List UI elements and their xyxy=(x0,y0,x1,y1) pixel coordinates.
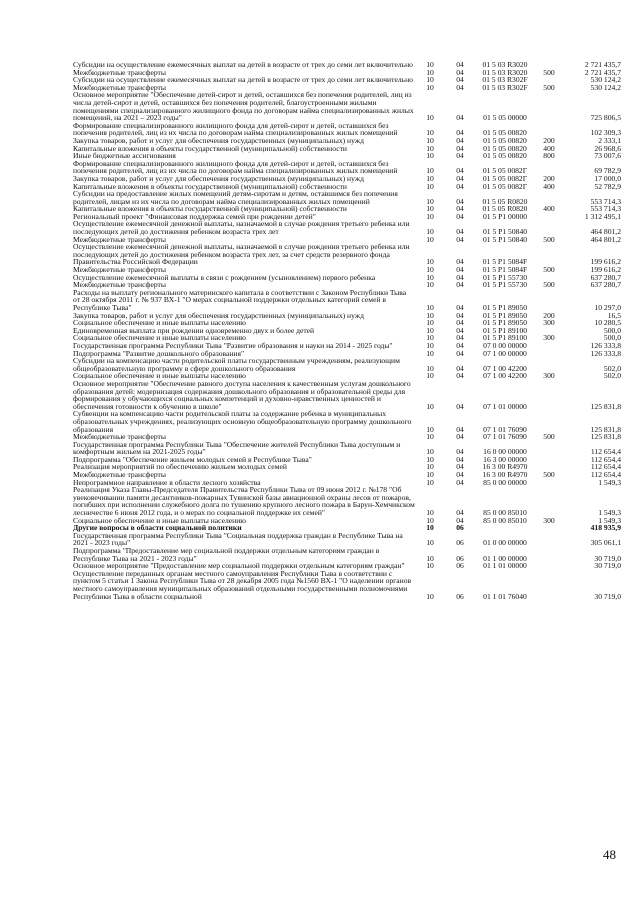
row-name: Межбюджетные трансферты xyxy=(73,432,166,442)
row-section: 10 xyxy=(426,60,434,69)
table-row xyxy=(73,532,621,547)
row-subsection: 04 xyxy=(456,82,464,92)
row-expense-type: 500 xyxy=(543,280,555,290)
row-section: 10 xyxy=(426,340,434,350)
row-subsection: 04 xyxy=(456,128,464,138)
row-amount: 725 806,5 xyxy=(590,113,621,123)
row-subsection: 06 xyxy=(456,553,464,563)
row-name: Реализация мероприятий по обеспечению жильем молодых семей xyxy=(73,462,287,472)
row-section: 10 xyxy=(426,553,434,563)
row-section: 10 xyxy=(426,135,434,145)
row-target-article: 85 0 00 85010 xyxy=(483,508,527,518)
row-name: Государственная программа Республики Тыва "Социальная поддержка граждан в Республике Тыва на 2021 - 2023 годы" xyxy=(73,530,403,548)
row-subsection: 04 xyxy=(456,462,464,472)
row-subsection: 04 xyxy=(456,371,464,381)
row-amount: 637 280,7 xyxy=(590,280,621,290)
row-subsection: 04 xyxy=(456,447,464,457)
row-subsection: 04 xyxy=(456,265,464,275)
row-amount: 530 124,2 xyxy=(590,75,621,85)
row-section: 10 xyxy=(426,348,434,358)
row-section: 10 xyxy=(426,280,434,290)
row-subsection: 06 xyxy=(456,591,464,601)
row-target-article: 01 5 05 R0820 xyxy=(482,204,528,214)
row-amount: 112 654,4 xyxy=(590,454,621,464)
row-amount: 30 719,0 xyxy=(594,591,621,601)
row-subsection: 04 xyxy=(456,181,464,191)
row-subsection: 04 xyxy=(456,401,464,411)
row-expense-type: 500 xyxy=(543,470,555,480)
row-target-article: 85 0 00 85010 xyxy=(483,515,527,525)
row-amount: 125 831,8 xyxy=(590,432,621,442)
row-name: Социальное обеспечение и иные выплаты населению xyxy=(73,318,246,328)
row-name: Межбюджетные трансферты xyxy=(73,265,166,275)
row-amount: 1 549,3 xyxy=(598,515,621,525)
row-subsection: 04 xyxy=(456,234,464,244)
row-name: Непрограммное направление в области лесного хозяйства xyxy=(73,477,261,487)
row-section: 10 xyxy=(426,113,434,123)
row-amount: 637 280,7 xyxy=(590,272,621,282)
row-amount: 126 333,8 xyxy=(590,348,621,358)
row-subsection: 04 xyxy=(456,60,464,69)
row-target-article: 01 5 P1 89050 xyxy=(482,310,528,320)
row-amount: 502,0 xyxy=(603,363,621,373)
row-expense-type: 200 xyxy=(543,135,555,145)
row-name: Капитальные вложения в объекты государственной (муниципальной) собственности xyxy=(73,143,347,153)
row-target-article: 01 5 05 0082Г xyxy=(482,181,528,191)
row-section: 10 xyxy=(426,310,434,320)
row-name: Основное мероприятие "Обеспечение равного доступа населения к качественным услугам дошкольного образования детей: модернизация содержания дошкольного образования и образовательной среды для формирования у обучающихся социальных компетенций и духовно-нравственных ценностей и обеспечения готовности к обучению в школе" xyxy=(73,378,411,411)
row-target-article: 01 5 P1 5084F xyxy=(482,257,528,267)
row-section: 10 xyxy=(426,151,434,161)
row-subsection: 04 xyxy=(456,204,464,214)
row-amount: 16,5 xyxy=(607,310,621,320)
row-section: 10 xyxy=(426,454,434,464)
row-subsection: 04 xyxy=(456,135,464,145)
row-target-article: 01 5 P1 89050 xyxy=(482,318,528,328)
row-target-article: 01 5 05 00820 xyxy=(483,151,527,161)
row-subsection: 04 xyxy=(456,272,464,282)
table-row xyxy=(73,160,621,175)
row-amount: 500,0 xyxy=(603,325,621,335)
table-row xyxy=(73,243,621,266)
row-section: 10 xyxy=(426,523,434,533)
row-subsection: 04 xyxy=(456,432,464,442)
row-target-article: 01 5 05 00820 xyxy=(483,128,527,138)
row-subsection: 04 xyxy=(456,303,464,312)
row-expense-type: 200 xyxy=(543,310,555,320)
row-amount: 112 654,4 xyxy=(590,462,621,472)
row-section: 10 xyxy=(426,234,434,244)
row-subsection: 06 xyxy=(456,538,464,548)
row-expense-type: 500 xyxy=(543,265,555,275)
row-subsection: 04 xyxy=(456,477,464,487)
row-amount: 530 124,2 xyxy=(590,82,621,92)
row-section: 10 xyxy=(426,303,434,312)
row-section: 10 xyxy=(426,477,434,487)
row-name: Субсидии на предоставление жилых помещений детям-сиротам и детям, оставшимся без попечения родителей, лицам из их числа по договорам найма специализированных жилых помещений xyxy=(73,189,398,206)
row-amount: 464 801,2 xyxy=(590,227,621,237)
row-expense-type: 200 xyxy=(543,173,555,183)
table-row xyxy=(73,220,621,235)
row-subsection: 04 xyxy=(456,173,464,183)
row-name: Капитальные вложения в объекты государственной (муниципальной) собственности xyxy=(73,181,347,191)
row-target-article: 01 5 P1 55730 xyxy=(482,280,528,290)
row-target-article: 01 1 01 76040 xyxy=(483,591,527,601)
row-name: Межбюджетные трансферты xyxy=(73,67,166,77)
row-section: 10 xyxy=(426,515,434,525)
row-subsection: 04 xyxy=(456,257,464,267)
row-target-article: 16 3 00 R4970 xyxy=(482,470,528,480)
row-section: 10 xyxy=(426,591,434,601)
row-name: Формирование специализированного жилищного фонда для детей-сирот и детей, оставшихся без попечения родителей, лиц из их числа по договорам найма специализированных жилых помещений xyxy=(73,120,398,138)
row-amount: 199 616,2 xyxy=(590,257,621,267)
row-name: Формирование специализированного жилищного фонда для детей-сирот и детей, оставшихся без попечения родителей, лиц из их числа по договорам найма специализированных жилых помещений xyxy=(73,158,398,176)
row-amount: 199 616,2 xyxy=(590,265,621,275)
row-target-article: 07 1 00 00000 xyxy=(483,348,527,358)
row-amount: 30 719,0 xyxy=(594,561,621,571)
row-name: Расходы на выплату регионального материнского капитала в соответствии с Законом Республики Тыва от 28 октября 2011 г. № 937 ВХ-1 "О мерах социальной поддержки отдельных категорий семей в Республике Тыва" xyxy=(73,287,407,312)
row-amount: 126 333,8 xyxy=(590,340,621,350)
row-subsection: 04 xyxy=(456,454,464,464)
row-target-article: 07 1 01 76090 xyxy=(483,432,527,442)
row-target-article: 01 5 03 R302F xyxy=(482,82,528,92)
row-name: Подпрограмма "Обеспечение жильем молодых семей в Республике Тыва" xyxy=(73,454,312,464)
row-name: Субвенции на компенсацию части родительской платы за содержание ребенка в муниципальных образовательных учреждениях, реализующих основную общеобразовательную программу дошкольного образования xyxy=(73,409,412,434)
row-section: 10 xyxy=(426,67,434,77)
row-name: Осуществление переданных органам местного самоуправления Республики Тыва в соответствии с пунктом 5 статьи 1 Закона Республики Тыва от 28 декабря 2005 года №1560 ВХ-1 "О наделении органов местного самоуправления муниципальных образований отдельными государственными полномочиями Республики Тыва в области социальной xyxy=(73,568,412,601)
row-name: Социальное обеспечение и иные выплаты населению xyxy=(73,515,246,525)
row-expense-type: 500 xyxy=(543,234,555,244)
row-subsection: 04 xyxy=(456,67,464,77)
row-subsection: 04 xyxy=(456,196,464,206)
row-subsection: 04 xyxy=(456,211,464,221)
row-target-article: 01 5 05 0082Г xyxy=(482,166,528,176)
row-name: Основное мероприятие "Обеспечение детей-сирот и детей, оставшихся без попечения родителей, лиц из числа детей-сирот и детей, оставшихся без попечения родителей, благоустроенными жилыми помещениями специализированного жилищного фонда по договорам найма специализированных жилых помещений, на 2021 – 2023 годы" xyxy=(73,90,414,123)
row-expense-type: 300 xyxy=(543,333,555,343)
row-section: 10 xyxy=(426,128,434,138)
table-row xyxy=(73,122,621,137)
row-subsection: 06 xyxy=(456,523,464,533)
row-name: Региональный проект "Финансовая поддержка семей при рождении детей" xyxy=(73,211,316,221)
row-subsection: 04 xyxy=(456,166,464,176)
row-amount: 553 714,3 xyxy=(590,196,621,206)
row-subsection: 04 xyxy=(456,310,464,320)
row-name: Подпрограмма "Развитие дошкольного образования" xyxy=(73,348,245,358)
row-expense-type: 800 xyxy=(543,151,555,161)
row-amount: 10 280,5 xyxy=(594,318,621,328)
row-section: 10 xyxy=(426,75,434,85)
row-name: Осуществление ежемесячной денежной выплаты, назначаемой в случае рождения третьего ребенка или последующих детей до достижения ребенком возраста трех лет, за счет средств резервного фонда Правительства Российской Федерации xyxy=(73,242,410,267)
row-name: Субсидии на осуществление ежемесячных выплат на детей в возрасте от трех до семи лет включительно xyxy=(73,75,413,85)
row-subsection: 04 xyxy=(456,363,464,373)
row-target-article: 01 5 05 00820 xyxy=(483,135,527,145)
row-name: Социальное обеспечение и иные выплаты населению xyxy=(73,333,246,343)
row-expense-type: 500 xyxy=(543,67,555,77)
row-section: 10 xyxy=(426,333,434,343)
row-section: 10 xyxy=(426,401,434,411)
row-section: 10 xyxy=(426,181,434,191)
row-amount: 553 714,3 xyxy=(590,204,621,214)
row-target-article: 01 5 05 R0820 xyxy=(482,196,528,206)
row-name: Межбюджетные трансферты xyxy=(73,280,166,290)
row-subsection: 04 xyxy=(456,143,464,153)
row-target-article: 01 5 03 R3020 xyxy=(482,60,528,69)
row-name: Закупка товаров, работ и услуг для обеспечения государственных (муниципальных) нужд xyxy=(73,135,364,145)
row-target-article: 01 5 P1 89100 xyxy=(482,333,528,343)
table-row xyxy=(73,570,621,600)
row-subsection: 06 xyxy=(456,561,464,571)
row-amount: 112 654,4 xyxy=(590,447,621,457)
table-row xyxy=(73,547,621,562)
row-target-article: 01 5 P1 55730 xyxy=(482,272,528,282)
row-target-article: 01 5 03 R302F xyxy=(482,75,528,85)
row-section: 10 xyxy=(426,196,434,206)
row-target-article: 01 5 05 00820 xyxy=(483,143,527,153)
row-name: Государственная программа Республики Тыва "Обеспечение жителей Республики Тыва доступным и комфортным жильем на 2021-2025 годы" xyxy=(73,439,401,457)
row-section: 10 xyxy=(426,371,434,381)
row-target-article: 07 1 00 42200 xyxy=(483,363,527,373)
row-amount: 1 549,3 xyxy=(598,477,621,487)
row-amount: 418 935,9 xyxy=(590,523,621,533)
row-amount: 305 061,1 xyxy=(590,538,621,548)
row-amount: 10 297,0 xyxy=(594,303,621,312)
row-target-article: 01 5 P1 5084F xyxy=(482,265,528,275)
row-section: 10 xyxy=(426,257,434,267)
row-subsection: 04 xyxy=(456,151,464,161)
row-section: 10 xyxy=(426,82,434,92)
row-target-article: 07 1 01 76090 xyxy=(483,424,527,434)
row-name: Осуществление ежемесячной выплаты в связи с рождением (усыновлением) первого ребенка xyxy=(73,272,376,282)
row-target-article: 16 0 00 00000 xyxy=(483,447,527,457)
row-section: 10 xyxy=(426,265,434,275)
row-section: 10 xyxy=(426,166,434,176)
row-target-article: 01 5 P1 50840 xyxy=(482,234,528,244)
row-name: Субсидии на компенсацию части родительской платы государственным учреждениям, реализующим общеобразовательную программу в сфере дошкольного образования xyxy=(73,356,400,373)
row-subsection: 04 xyxy=(456,515,464,525)
row-amount: 112 654,4 xyxy=(590,470,621,480)
row-section: 10 xyxy=(426,318,434,328)
row-name: Социальное обеспечение и иные выплаты населению xyxy=(73,371,246,381)
row-subsection: 04 xyxy=(456,470,464,480)
row-subsection: 04 xyxy=(456,424,464,434)
row-subsection: 04 xyxy=(456,227,464,237)
row-section: 10 xyxy=(426,363,434,373)
row-section: 10 xyxy=(426,143,434,153)
page-number: 48 xyxy=(603,847,616,862)
row-expense-type: 400 xyxy=(543,204,555,214)
row-subsection: 04 xyxy=(456,348,464,358)
row-target-article: 01 0 00 00000 xyxy=(483,538,527,548)
row-target-article: 07 1 01 00000 xyxy=(483,401,527,411)
row-target-article: 01 5 03 R3020 xyxy=(482,67,528,77)
row-target-article: 01 5 05 0082Г xyxy=(482,173,528,183)
row-name: Единовременная выплата при рождении одновременно двух и более детей xyxy=(73,325,315,335)
row-target-article: 01 5 P1 89100 xyxy=(482,325,528,335)
row-target-article: 01 5 P1 89050 xyxy=(482,303,528,312)
row-target-article: 01 5 P1 50840 xyxy=(482,227,528,237)
table-row xyxy=(73,441,621,456)
row-amount: 500,0 xyxy=(603,333,621,343)
row-expense-type: 300 xyxy=(543,515,555,525)
row-expense-type: 300 xyxy=(543,318,555,328)
row-name: Основное мероприятие "Предоставление мер социальной поддержки отдельным категориям граждан" xyxy=(73,561,405,571)
row-section: 10 xyxy=(426,227,434,237)
row-target-article: 07 0 00 00000 xyxy=(483,340,527,350)
table-row xyxy=(73,190,621,205)
row-amount: 464 801,2 xyxy=(590,234,621,244)
row-amount: 30 719,0 xyxy=(594,553,621,563)
row-name: Подпрограмма "Предоставление мер социальной поддержки отдельным категориям граждан в Республике Тыва на 2021 - 2023 годы" xyxy=(73,546,380,563)
row-subsection: 04 xyxy=(456,333,464,343)
row-section: 10 xyxy=(426,432,434,442)
row-target-article: 16 3 00 R4970 xyxy=(482,462,528,472)
row-subsection: 04 xyxy=(456,280,464,290)
table-row xyxy=(73,357,621,372)
row-section: 10 xyxy=(426,462,434,472)
row-section: 10 xyxy=(426,561,434,571)
row-name: Межбюджетные трансферты xyxy=(73,470,166,480)
row-subsection: 04 xyxy=(456,75,464,85)
table-row xyxy=(73,380,621,410)
row-amount: 2 721 435,7 xyxy=(584,60,621,69)
row-name: Субсидии на осуществление ежемесячных выплат на детей в возрасте от трех до семи лет включительно xyxy=(73,60,413,69)
row-target-article: 01 1 01 00000 xyxy=(483,561,527,571)
table-row xyxy=(73,486,621,516)
row-section: 10 xyxy=(426,470,434,480)
row-expense-type: 400 xyxy=(543,181,555,191)
row-amount: 73 007,6 xyxy=(594,151,621,161)
row-name: Межбюджетные трансферты xyxy=(73,82,166,92)
row-section: 10 xyxy=(426,173,434,183)
row-expense-type: 300 xyxy=(543,371,555,381)
row-amount: 17 000,0 xyxy=(594,173,621,183)
row-expense-type: 500 xyxy=(543,82,555,92)
row-target-article: 07 1 00 42200 xyxy=(483,371,527,381)
row-amount: 125 831,8 xyxy=(590,401,621,411)
table-row xyxy=(73,289,621,312)
row-name: Осуществление ежемесячной денежной выплаты, назначаемой в случае рождения третьего ребенка или последующих детей до достижения ребенком возраста трех лет xyxy=(73,219,410,237)
row-section: 10 xyxy=(426,272,434,282)
row-section: 10 xyxy=(426,508,434,518)
row-section: 10 xyxy=(426,325,434,335)
row-section: 10 xyxy=(426,211,434,221)
row-subsection: 04 xyxy=(456,318,464,328)
table-row xyxy=(73,91,621,121)
row-subsection: 04 xyxy=(456,340,464,350)
table-row xyxy=(73,410,621,433)
row-name: Государственная программа Республики Тыва "Развитие образования и науки на 2014 - 2025 годы" xyxy=(73,340,393,350)
row-section: 10 xyxy=(426,447,434,457)
row-target-article: 16 3 00 00000 xyxy=(483,454,527,464)
row-amount: 2 721 435,7 xyxy=(584,67,621,77)
row-amount: 502,0 xyxy=(603,371,621,381)
row-name: Капитальные вложения в объекты государственной (муниципальной) собственности xyxy=(73,204,347,214)
row-amount: 52 782,9 xyxy=(594,181,621,191)
row-name: Межбюджетные трансферты xyxy=(73,234,166,244)
row-amount: 1 312 495,1 xyxy=(584,211,621,221)
row-section: 10 xyxy=(426,424,434,434)
row-section: 10 xyxy=(426,538,434,548)
row-amount: 2 333,1 xyxy=(598,135,621,145)
row-name: Иные бюджетные ассигнования xyxy=(73,151,176,161)
row-amount: 102 309,3 xyxy=(590,128,621,138)
row-name: Закупка товаров, работ и услуг для обеспечения государственных (муниципальных) нужд xyxy=(73,310,364,320)
row-amount: 125 831,8 xyxy=(590,424,621,434)
row-target-article: 85 0 00 00000 xyxy=(483,477,527,487)
row-subsection: 04 xyxy=(456,508,464,518)
row-section: 10 xyxy=(426,204,434,214)
row-amount: 69 782,9 xyxy=(594,166,621,176)
row-target-article: 01 5 05 00000 xyxy=(483,113,527,123)
row-target-article: 01 1 00 00000 xyxy=(483,553,527,563)
row-subsection: 04 xyxy=(456,113,464,123)
row-subsection: 04 xyxy=(456,325,464,335)
row-name: Реализация Указа Главы-Председателя Правительства Республики Тыва от 09 июня 2012 г. №178 "Об увековечивании памяти десантников-пожарных Тувинской базы авиационной охраны лесов от пожаров, погибших при исполнении служебного долга по тушению крупного лесного пожара в Барун-Хемчикском лесничестве 6 июня 2012 года, и о мерах по социальной поддержке их семей" xyxy=(73,485,415,518)
row-name: Закупка товаров, работ и услуг для обеспечения государственных (муниципальных) нужд xyxy=(73,173,364,183)
budget-table xyxy=(73,61,621,600)
row-expense-type: 500 xyxy=(543,432,555,442)
row-name: Другие вопросы в области социальной политики xyxy=(73,523,242,533)
row-target-article: 01 5 P1 00000 xyxy=(482,211,528,221)
row-amount: 1 549,3 xyxy=(598,508,621,518)
row-amount: 26 968,6 xyxy=(594,143,621,153)
row-expense-type: 400 xyxy=(543,143,555,153)
